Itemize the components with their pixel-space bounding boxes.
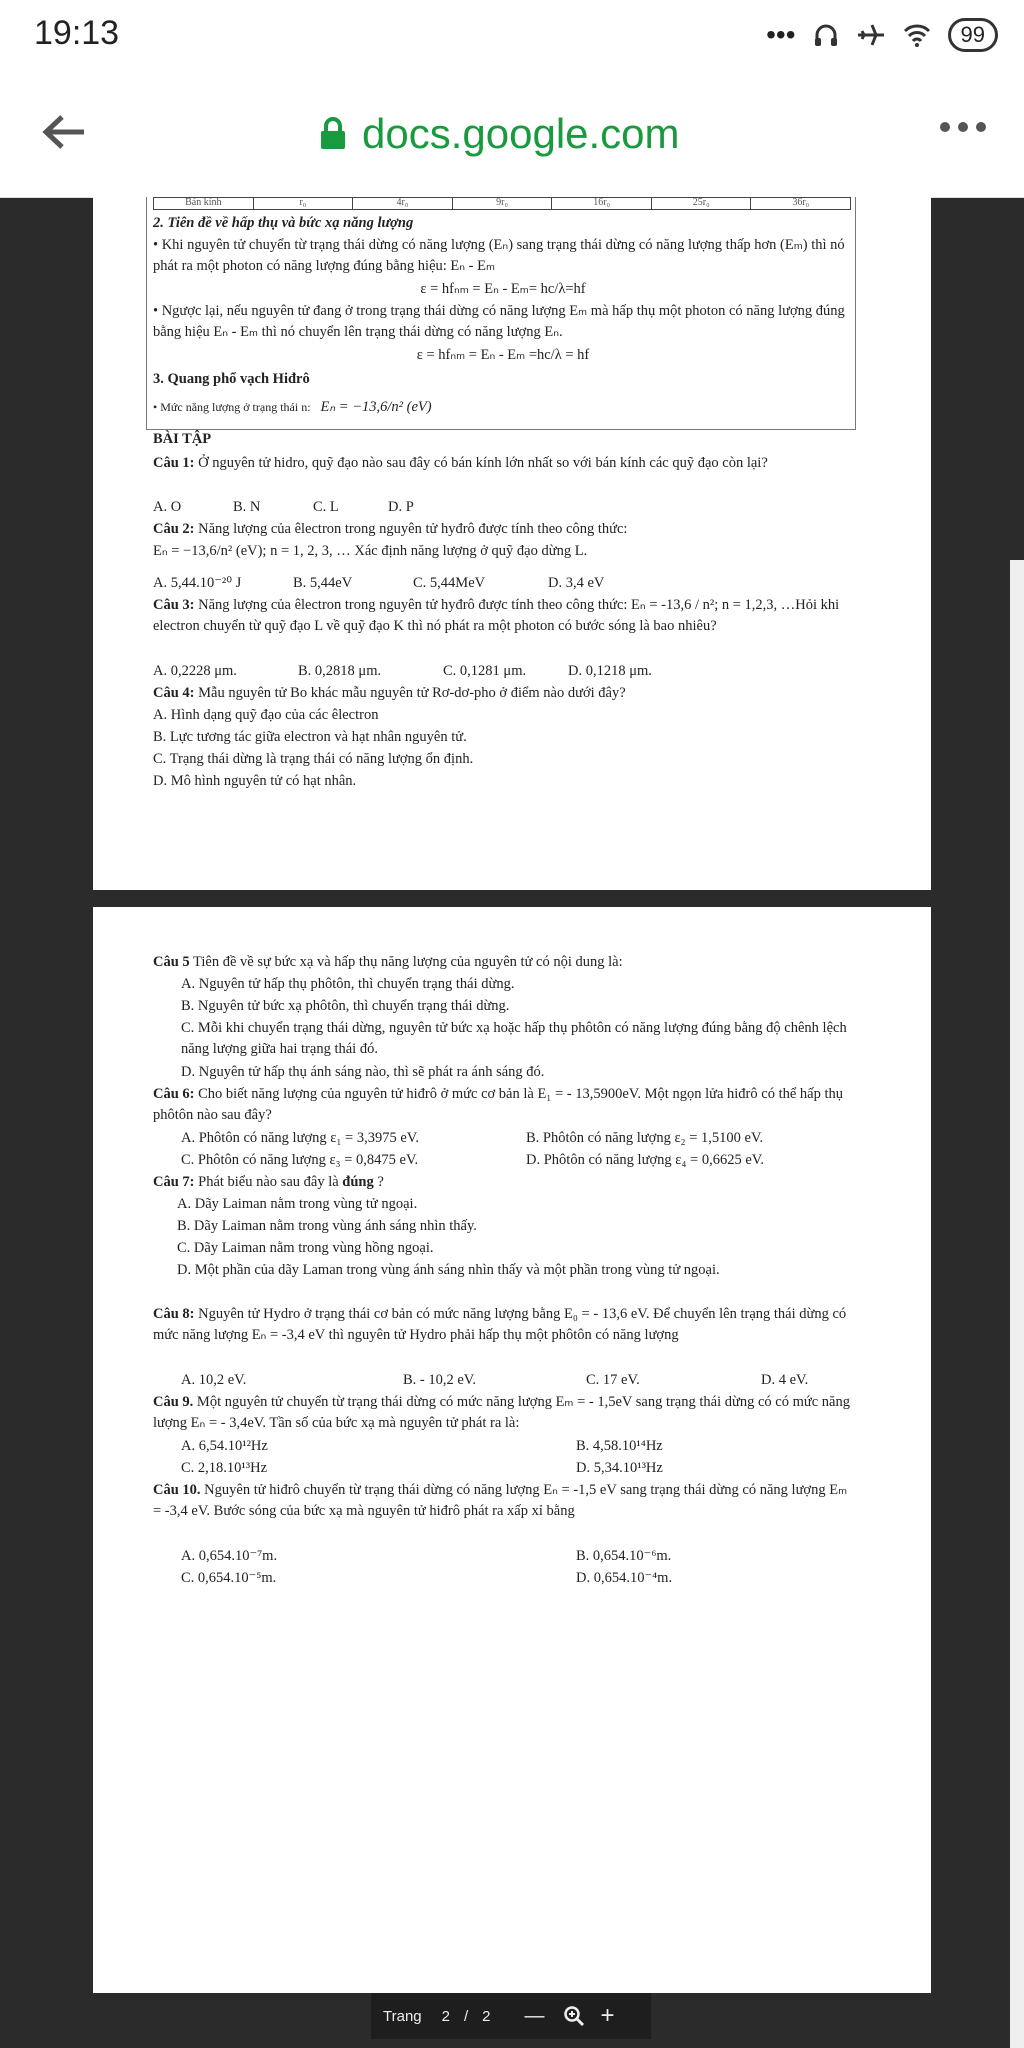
energy-level-label: • Mức năng lượng ở trạng thái n: <box>153 400 311 414</box>
page-separator: / <box>463 2007 469 2025</box>
option: A. 5,44.10⁻²⁰ J <box>153 575 242 591</box>
question-text: Ở nguyên tử hidro, quỹ đạo nào sau đây có bán kính lớn nhất so với bán kính các quỹ đạo còn lại? <box>198 455 768 471</box>
option: D. P <box>388 499 414 515</box>
question-10-options-row-2 <box>181 1568 853 1589</box>
question-10-options-row-1 <box>181 1546 853 1567</box>
option: C. 17 eV. <box>586 1372 640 1388</box>
question-text: Mẫu nguyên tử Bo khác mẫu nguyên tử Rơ-dơ-pho ở điểm nào dưới đây? <box>198 685 626 701</box>
option: C. L <box>313 499 339 515</box>
option: B. Dãy Laiman nằm trong vùng ánh sáng nhìn thấy. <box>177 1218 477 1234</box>
option: D. Một phần của dãy Laman trong vùng ánh sáng nhìn thấy và một phần trong vùng tử ngoại. <box>177 1262 720 1278</box>
option: D. Nguyên tử hấp thụ ánh sáng nào, thì sẽ phát ra ánh sáng đó. <box>181 1064 545 1080</box>
section-2-paragraph-1: • Khi nguyên tử chuyển từ trạng thái dừng có năng lượng (Eₙ) sang trạng thái dừng có năng lượng thấp hơn (Eₘ) thì nó phát ra một photon có năng lượng đúng bằng hiệu: Eₙ - Eₘ <box>153 237 845 274</box>
question-6-options-row-1 <box>181 1128 853 1149</box>
option: C. Phôtôn có năng lượng ε₃ = 0,8475 eV. <box>181 1152 419 1168</box>
question-9-options-row-2 <box>181 1458 853 1479</box>
question-label: Câu 7: <box>153 1174 195 1190</box>
section-2-paragraph-2: • Ngược lại, nếu nguyên tử đang ở trong trạng thái dừng có năng lượng Eₘ mà hấp thụ một photon có năng lượng đúng bằng hiệu Eₙ - Eₘ thì nó chuyển lên trạng thái dừng có năng lượng Eₙ. <box>153 303 845 340</box>
page-navigator <box>371 1993 651 2039</box>
question-label: Câu 2: <box>153 521 195 537</box>
option: B. Lực tương tác giữa electron và hạt nhân nguyên tử. <box>153 729 467 745</box>
battery-indicator: 99 <box>948 18 998 52</box>
question-2-options <box>153 573 853 594</box>
more-notifications-icon: ••• <box>766 19 796 50</box>
question-label: Câu 3: <box>153 597 195 613</box>
question-text: Nguyên tử hiđrô chuyển từ trạng thái dừng có năng lượng Eₙ = -1,5 eV sang trạng thái dừng có năng lượng Eₘ = -3,4 eV. Bước sóng của bức xạ mà nguyên tử hiđrô phát ra xấp xỉ bằng <box>153 1482 848 1519</box>
option: D. Phôtôn có năng lượng ε₄ = 0,6625 eV. <box>526 1152 764 1168</box>
question-text: Tiên đề về sự bức xạ và hấp thụ năng lượng của nguyên tử có nội dung là: <box>193 954 623 970</box>
question-label: Câu 5 <box>153 954 190 970</box>
table-cell: 25r₀ <box>652 198 752 209</box>
option: A. Hình dạng quỹ đạo của các êlectron <box>153 707 379 723</box>
option: B. Phôtôn có năng lượng ε₂ = 1,5100 eV. <box>526 1130 764 1146</box>
question-text: Cho biết năng lượng của nguyên tử hiđrô ở mức cơ bản là E₁ = - 13,5900eV. Một ngọn lửa hiđrô có thể hấp thụ phôtôn nào sau đây? <box>153 1086 843 1123</box>
section-3-title: 3. Quang phổ vạch Hiđrô <box>153 371 310 387</box>
option: D. 3,4 eV <box>548 575 605 591</box>
table-cell: Bán kính <box>154 198 254 209</box>
table-cell: 4r₀ <box>353 198 453 209</box>
option: C. 5,44MeV <box>413 575 486 591</box>
overflow-menu-icon[interactable] <box>940 122 986 132</box>
question-label: Câu 9. <box>153 1394 194 1410</box>
option: C. 0,654.10⁻⁵m. <box>181 1570 277 1586</box>
option: D. 4 eV. <box>761 1372 809 1388</box>
option: D. 0,654.10⁻⁴m. <box>576 1570 673 1586</box>
question-label: Câu 6: <box>153 1086 195 1102</box>
browser-toolbar <box>0 72 1024 198</box>
question-text: Một nguyên tử chuyển từ trạng thái dừng có mức năng lượng Eₘ = - 1,5eV sang trạng thái dừng có có mức năng lượng Eₙ = - 3,4eV. Tần số của bức xạ mà nguyên tử phát ra là: <box>153 1394 850 1431</box>
question-label: Câu 10. <box>153 1482 201 1498</box>
headset-icon <box>812 21 840 49</box>
status-bar <box>0 0 1024 72</box>
zoom-icon[interactable] <box>563 2005 585 2027</box>
option: A. 6,54.10¹²Hz <box>181 1438 268 1454</box>
question-2-formula: Eₙ = −13,6/n² (eV); n = 1, 2, 3, … Xác định năng lượng ở quỹ đạo dừng L. <box>153 543 588 559</box>
back-arrow-icon[interactable] <box>40 112 88 152</box>
option: A. 0,2228 μm. <box>153 663 237 679</box>
option: C. 2,18.10¹³Hz <box>181 1460 268 1476</box>
question-end: ? <box>377 1174 384 1190</box>
table-cell: 9r₀ <box>453 198 553 209</box>
question-4 <box>153 683 853 704</box>
airplane-mode-icon <box>856 21 886 49</box>
section-2-formula-1: ε = hfₙₘ = Eₙ - Eₘ= hc/λ=hf <box>420 281 586 297</box>
energy-level-formula: Eₙ = −13,6/n² (eV) <box>320 399 432 415</box>
status-time: 19:13 <box>34 14 120 52</box>
option: C. Trạng thái dừng là trạng thái có năng lượng ổn định. <box>153 751 474 767</box>
page-label: Trang <box>383 2007 422 2025</box>
zoom-out-button[interactable]: — <box>524 2004 545 2027</box>
document-page-2 <box>93 907 931 1993</box>
url-text: docs.google.com <box>362 110 680 157</box>
option: A. Dãy Laiman nằm trong vùng tử ngoại. <box>177 1196 418 1212</box>
question-8 <box>153 1304 853 1346</box>
option: D. 0,1218 μm. <box>568 663 652 679</box>
question-1 <box>153 453 853 474</box>
option: A. Nguyên tử hấp thụ phôtôn, thì chuyển trạng thái dừng. <box>181 976 515 992</box>
document-page-1 <box>93 197 931 890</box>
status-icons <box>766 18 998 52</box>
option: A. 10,2 eV. <box>181 1372 247 1388</box>
current-page[interactable]: 2 <box>441 2007 450 2025</box>
option: C. Mỗi khi chuyển trạng thái dừng, nguyên tử bức xạ hoặc hấp thụ phôtôn có năng lượng đúng bằng độ chênh lệch năng lượng giữa hai trạng thái đó. <box>181 1020 847 1057</box>
option: B. N <box>233 499 261 515</box>
table-cell: r₀ <box>254 198 354 209</box>
question-7 <box>153 1172 853 1193</box>
question-text: Nguyên tử Hydro ở trạng thái cơ bản có mức năng lượng bằng E₀ = - 13,6 eV. Để chuyển lên trạng thái dừng có mức năng lượng Eₙ = -3,4 eV thì nguyên tử Hydro phải hấp thụ một phôtôn có năng lượng <box>153 1306 847 1343</box>
option: C. 0,1281 μm. <box>443 663 527 679</box>
option: B. 5,44eV <box>293 575 353 591</box>
question-6 <box>153 1084 853 1126</box>
wifi-icon <box>902 22 932 48</box>
section-2-formula-2: ε = hfₙₘ = Eₙ - Eₘ =hc/λ = hf <box>416 347 590 363</box>
question-text: Năng lượng của êlectron trong nguyên tử hyđrô được tính theo công thức: Eₙ = -13,6 / n²; n = 1,2,3, …Hỏi khi electron chuyển từ quỹ đạo L về quỹ đạo K thì nó phát ra một photon có bước sóng là bao nhiêu? <box>153 597 840 634</box>
option: D. 5,34.10¹³Hz <box>576 1460 663 1476</box>
question-5 <box>153 952 853 973</box>
question-6-options-row-2 <box>181 1150 853 1171</box>
total-pages: 2 <box>482 2007 491 2025</box>
question-10 <box>153 1480 853 1522</box>
question-text: Năng lượng của êlectron trong nguyên tử hyđrô được tính theo công thức: <box>198 521 628 537</box>
question-text: Phát biểu nào sau đây là <box>198 1174 339 1190</box>
table-cell: 36r₀ <box>792 197 810 208</box>
option: B. 0,2818 μm. <box>298 663 382 679</box>
exercises-heading: BÀI TẬP <box>153 431 212 447</box>
option: B. Nguyên tử bức xạ phôtôn, thì chuyển trạng thái dừng. <box>181 998 510 1014</box>
table-cell: 16r₀ <box>552 198 652 209</box>
option: B. 4,58.10¹⁴Hz <box>576 1438 663 1454</box>
question-emphasis: đúng <box>342 1174 374 1190</box>
option: D. Mô hình nguyên tử có hạt nhân. <box>153 773 357 789</box>
question-label: Câu 1: <box>153 455 195 471</box>
option: B. 0,654.10⁻⁶m. <box>576 1548 672 1564</box>
question-label: Câu 4: <box>153 685 195 701</box>
question-3 <box>153 595 853 637</box>
question-2 <box>153 519 853 540</box>
option: A. 0,654.10⁻⁷m. <box>181 1548 278 1564</box>
option: B. - 10,2 eV. <box>403 1372 477 1388</box>
question-9-options-row-1 <box>181 1436 853 1457</box>
question-9 <box>153 1392 853 1434</box>
scrollbar[interactable] <box>1010 560 1024 2048</box>
option: A. O <box>153 499 182 515</box>
lock-icon <box>318 117 348 151</box>
option: A. Phôtôn có năng lượng ε₁ = 3,3975 eV. <box>181 1130 419 1146</box>
question-3-options <box>153 661 853 682</box>
question-1-options <box>153 497 853 518</box>
question-label: Câu 8: <box>153 1306 195 1322</box>
option: C. Dãy Laiman nằm trong vùng hồng ngoại. <box>177 1240 434 1256</box>
question-8-options <box>181 1370 853 1391</box>
address-bar[interactable] <box>318 110 680 158</box>
section-2-title: 2. Tiên đề về hấp thụ và bức xạ năng lượng <box>153 215 414 231</box>
energy-level-line <box>153 397 853 418</box>
zoom-in-button[interactable]: + <box>600 2002 615 2029</box>
